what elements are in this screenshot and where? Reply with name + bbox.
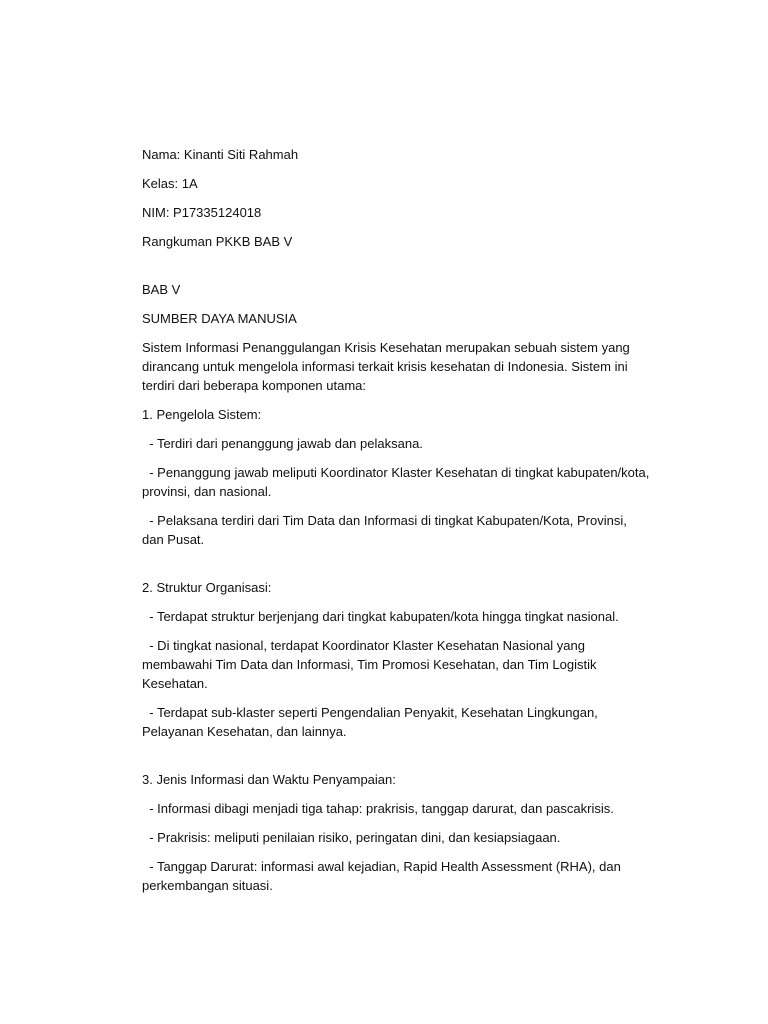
- section-heading: 3. Jenis Informasi dan Waktu Penyampaian:: [142, 772, 396, 787]
- spacer: [142, 559, 652, 578]
- spacer: [142, 261, 652, 280]
- chapter-number: BAB V: [142, 282, 181, 297]
- student-nim: NIM: P17335124018: [142, 205, 262, 220]
- list-item: - Tanggap Darurat: informasi awal kejadian, Rapid Health Assessment (RHA), dan perkembangan situasi.: [142, 859, 625, 893]
- list-item: - Prakrisis: meliputi penilaian risiko, peringatan dini, dan kesiapsiagaan.: [142, 830, 561, 845]
- spacer: [142, 751, 652, 770]
- list-item: - Terdiri dari penanggung jawab dan pelaksana.: [142, 436, 423, 451]
- chapter-intro: Sistem Informasi Penanggulangan Krisis Kesehatan merupakan sebuah sistem yang dirancang untuk mengelola informasi terkait krisis kesehatan di Indonesia. Sistem ini terdiri dari beberapa komponen utama:: [142, 340, 630, 393]
- list-item: - Informasi dibagi menjadi tiga tahap: prakrisis, tanggap darurat, dan pascakrisis.: [142, 801, 614, 816]
- list-item: - Terdapat struktur berjenjang dari tingkat kabupaten/kota hingga tingkat nasional.: [142, 609, 619, 624]
- document-body: [142, 145, 652, 905]
- list-item: - Di tingkat nasional, terdapat Koordinator Klaster Kesehatan Nasional yang membawahi Tim Data dan Informasi, Tim Promosi Kesehatan, dan Tim Logistik Kesehatan.: [142, 638, 601, 691]
- student-name: Nama: Kinanti Siti Rahmah: [142, 147, 299, 162]
- student-class: Kelas: 1A: [142, 176, 198, 191]
- section-heading: 2. Struktur Organisasi:: [142, 580, 272, 595]
- list-item: - Penanggung jawab meliputi Koordinator Klaster Kesehatan di tingkat kabupaten/kota, provinsi, dan nasional.: [142, 465, 653, 499]
- list-item: - Terdapat sub-klaster seperti Pengendalian Penyakit, Kesehatan Lingkungan, Pelayanan Kesehatan, dan lainnya.: [142, 705, 602, 739]
- section-heading: 1. Pengelola Sistem:: [142, 407, 262, 422]
- summary-title: Rangkuman PKKB BAB V: [142, 234, 293, 249]
- chapter-title: SUMBER DAYA MANUSIA: [142, 311, 297, 326]
- list-item: - Pelaksana terdiri dari Tim Data dan Informasi di tingkat Kabupaten/Kota, Provinsi, dan Pusat.: [142, 513, 631, 547]
